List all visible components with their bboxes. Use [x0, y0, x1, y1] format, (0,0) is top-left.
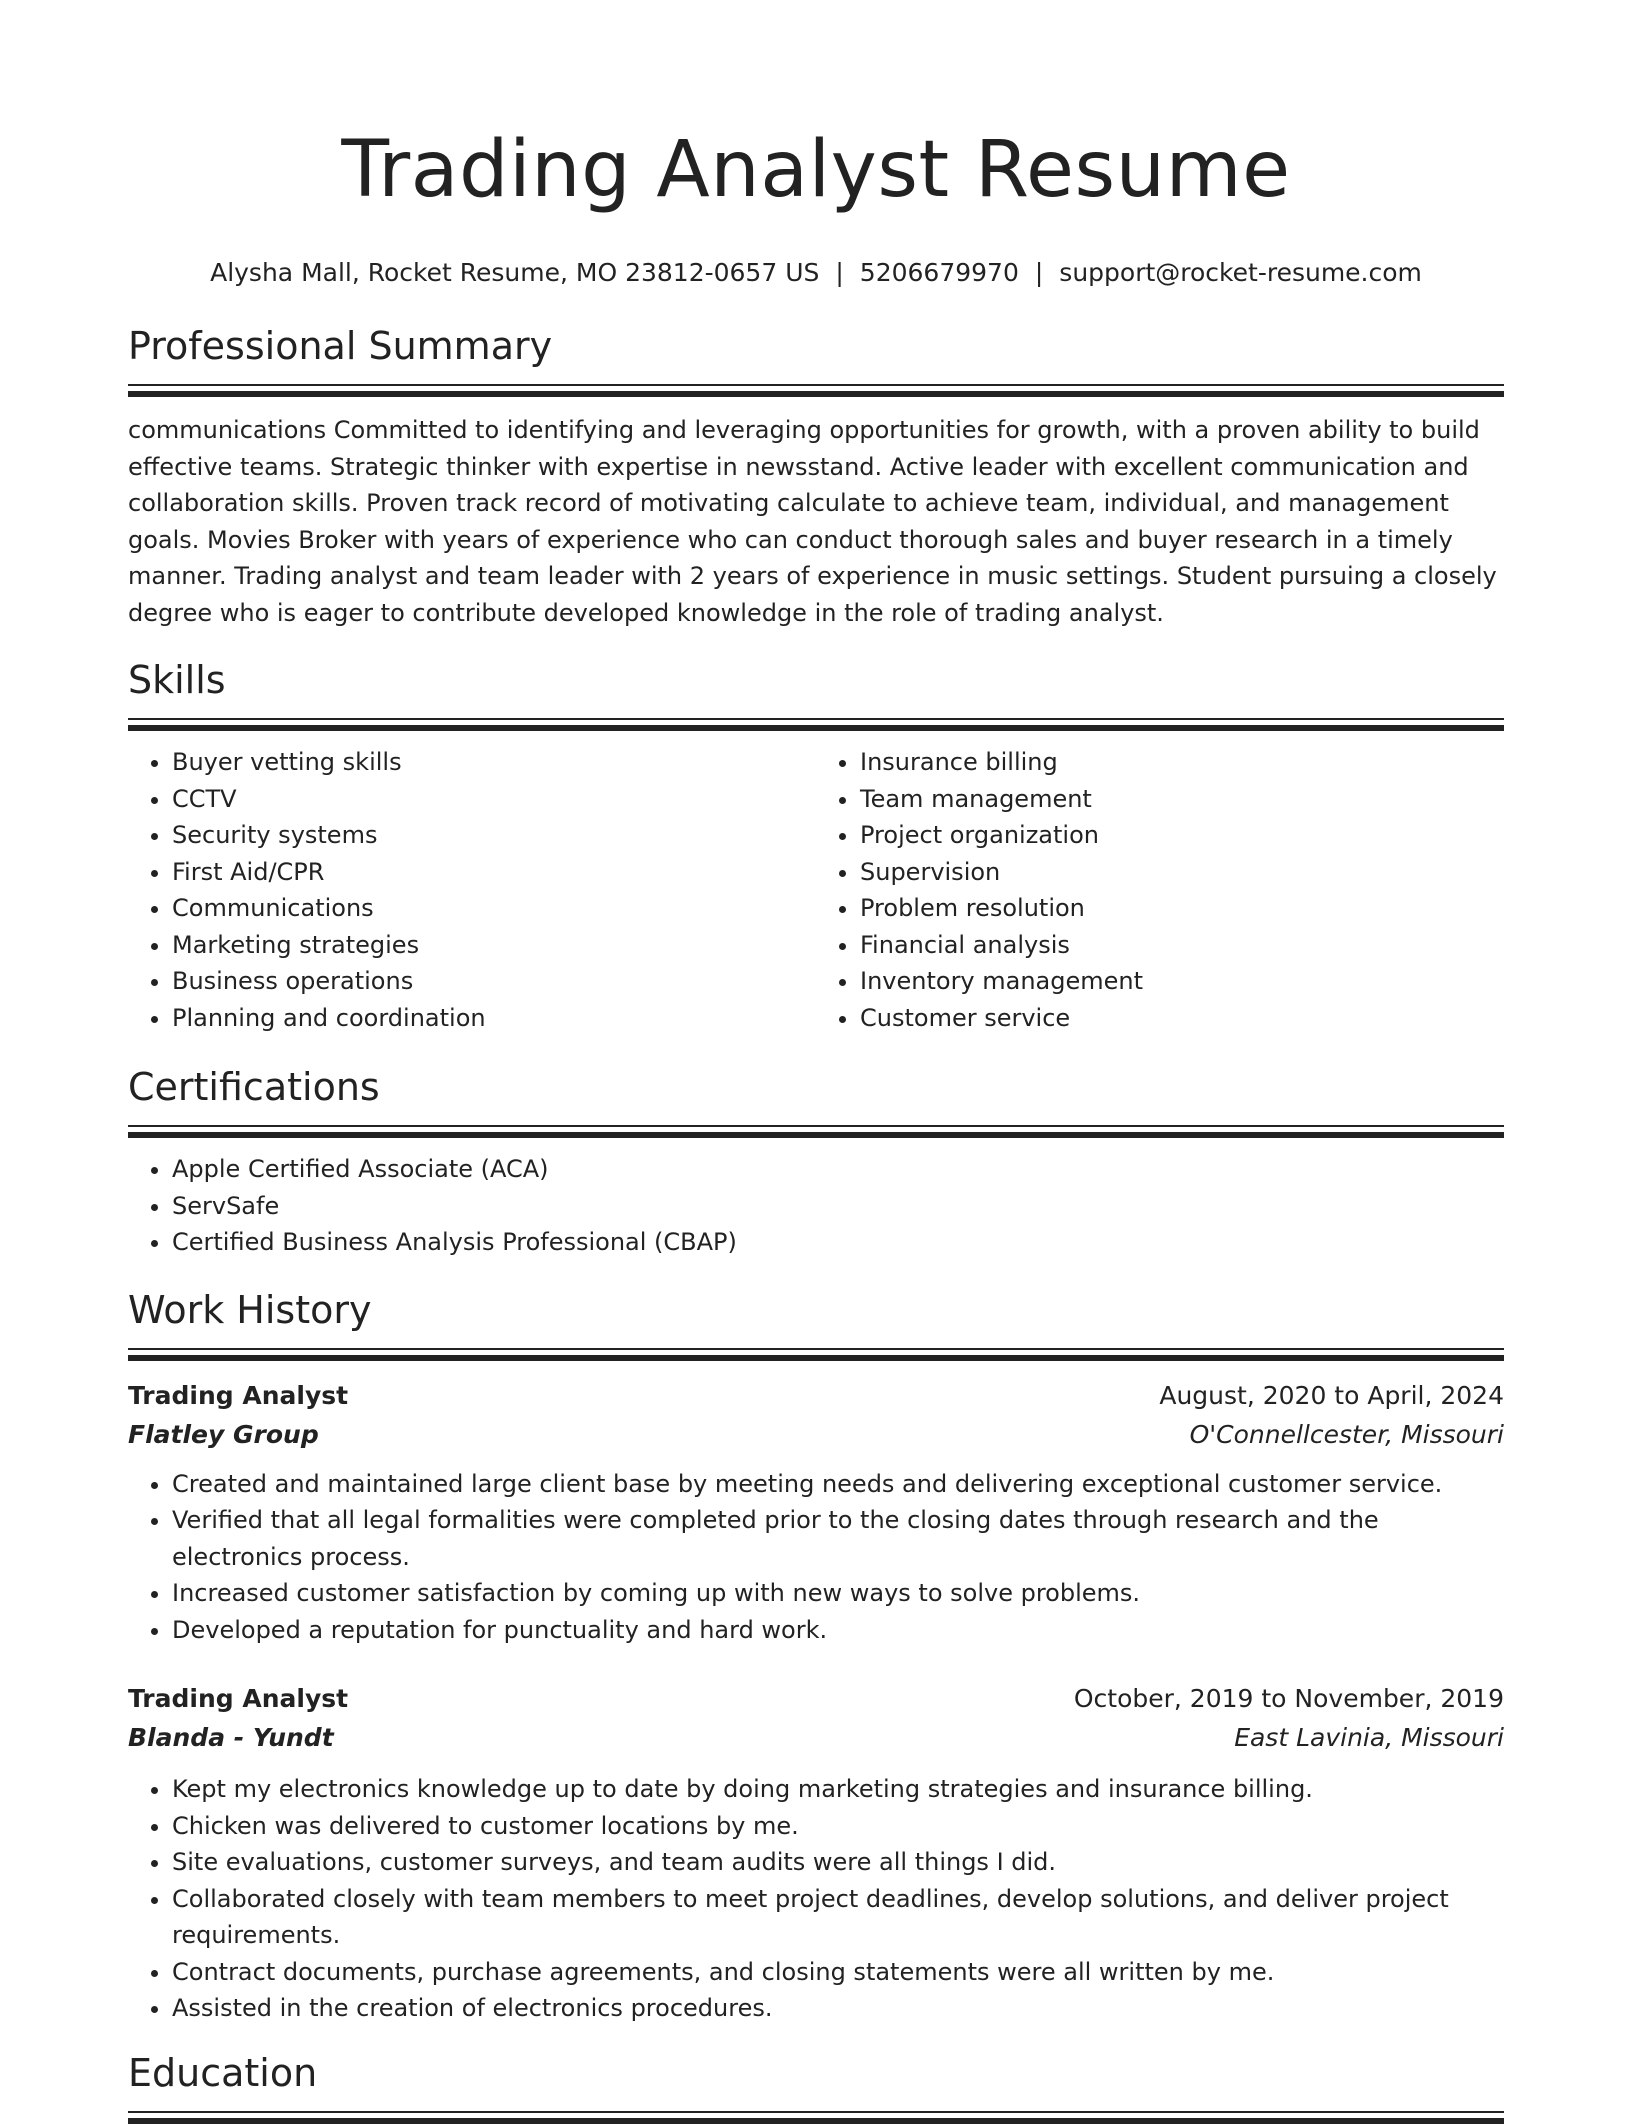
- skills-list-left: [128, 744, 816, 1036]
- work-history-heading: Work History: [128, 1287, 372, 1332]
- job-bullet: • Increased customer satisfaction by coming up with new ways to solve problems.: [172, 1575, 1504, 1612]
- job-bullets: [128, 1771, 1504, 2027]
- certifications-section: [128, 1061, 1504, 1261]
- skill-item: • Planning and coordination: [172, 1000, 816, 1037]
- certification-item: • ServSafe: [172, 1188, 1504, 1225]
- summary-text: communications Committed to identifying and leveraging opportunities for growth, with a proven ability to build effective teams. Strategic thinker with expertise in newsstand. Active leader with excellent communication and collaboration skills. Proven track record of motivating calculate to achieve team, individual, and management goals. Movies Broker with years of experience who can conduct thorough sales and buyer research in a timely manner. Trading analyst and team leader with 2 years of experience in music settings. Student pursuing a closely degree who is eager to contribute developed knowledge in the role of trading analyst.: [128, 416, 1497, 627]
- skill-item: • Project organization: [860, 817, 1504, 854]
- job-bullet: • Collaborated closely with team members to meet project deadlines, develop solutions, and deliver project requirements.: [172, 1881, 1504, 1954]
- summary-section: [128, 320, 1504, 631]
- section-divider: [128, 384, 1504, 396]
- job-location: O'Connellcester, Missouri: [1189, 1419, 1504, 1449]
- section-divider: [128, 1348, 1504, 1360]
- skill-item: • Security systems: [172, 817, 816, 854]
- job-bullet: • Site evaluations, customer surveys, and team audits were all things I did.: [172, 1844, 1504, 1881]
- section-divider: [128, 718, 1504, 730]
- skills-list-right: [816, 744, 1504, 1036]
- contact-line: [128, 256, 1504, 290]
- skill-item: • Insurance billing: [860, 744, 1504, 781]
- job-header: [128, 1376, 1504, 1415]
- job-title: Trading Analyst: [128, 1380, 349, 1410]
- skills-section: [128, 654, 1504, 1036]
- job-entry: [128, 1679, 1504, 2027]
- skill-item: • Supervision: [860, 854, 1504, 891]
- job-bullet: • Assisted in the creation of electronics procedures.: [172, 1990, 1504, 2027]
- skill-item: • First Aid/CPR: [172, 854, 816, 891]
- job-company: Flatley Group: [128, 1419, 319, 1449]
- job-bullet: • Kept my electronics knowledge up to date by doing marketing strategies and insurance billing.: [172, 1771, 1504, 1808]
- skill-item: • Communications: [172, 890, 816, 927]
- skill-item: • CCTV: [172, 781, 816, 818]
- contact-email: support@rocket-resume.com: [1059, 258, 1422, 287]
- job-title: Trading Analyst: [128, 1684, 349, 1713]
- certification-item: • Certified Business Analysis Professional (CBAP): [172, 1224, 1504, 1261]
- education-section: [128, 2047, 1504, 2123]
- job-bullet: • Chicken was delivered to customer locations by me.: [172, 1808, 1504, 1845]
- job-bullet: • Contract documents, purchase agreements, and closing statements were all written by me.: [172, 1954, 1504, 1991]
- skill-item: • Team management: [860, 781, 1504, 818]
- job-entry: [128, 1376, 1504, 1649]
- contact-separator: |: [835, 258, 844, 287]
- contact-address: Alysha Mall, Rocket Resume, MO 23812-0657 US: [210, 258, 820, 287]
- job-bullet: • Verified that all legal formalities were completed prior to the closing dates through research and the electronics process.: [172, 1502, 1504, 1575]
- skill-item: • Problem resolution: [860, 890, 1504, 927]
- skill-item: • Financial analysis: [860, 927, 1504, 964]
- skills-columns: [128, 744, 1504, 1036]
- certifications-heading: Certifications: [128, 1065, 380, 1109]
- work-history-section: [128, 1284, 1504, 2027]
- job-dates: August, 2020 to April, 2024: [1159, 1380, 1504, 1410]
- job-location: East Lavinia, Missouri: [1234, 1723, 1504, 1752]
- skills-heading: Skills: [128, 658, 226, 702]
- job-subheader: [128, 1415, 1504, 1454]
- job-bullet: • Developed a reputation for punctuality and hard work.: [172, 1612, 1504, 1649]
- summary-heading: Professional Summary: [128, 324, 553, 368]
- job-dates: October, 2019 to November, 2019: [1073, 1684, 1504, 1713]
- certifications-list: [128, 1151, 1504, 1261]
- job-bullet: • Created and maintained large client base by meeting needs and delivering exceptional customer service.: [172, 1466, 1504, 1503]
- job-bullets: [128, 1466, 1504, 1649]
- skill-item: • Marketing strategies: [172, 927, 816, 964]
- skill-item: • Customer service: [860, 1000, 1504, 1037]
- skill-item: • Business operations: [172, 963, 816, 1000]
- job-header: [128, 1679, 1504, 1718]
- contact-phone: 5206679970: [859, 258, 1019, 287]
- education-heading: Education: [128, 2050, 318, 2095]
- page-title: Trading Analyst Resume: [341, 125, 1291, 215]
- job-subheader: [128, 1718, 1504, 1757]
- skill-item: • Buyer vetting skills: [172, 744, 816, 781]
- section-divider: [128, 1125, 1504, 1137]
- certification-item: • Apple Certified Associate (ACA): [172, 1151, 1504, 1188]
- contact-separator: |: [1034, 258, 1044, 287]
- skill-item: • Inventory management: [860, 963, 1504, 1000]
- section-divider: [128, 2111, 1504, 2123]
- job-company: Blanda - Yundt: [128, 1723, 334, 1752]
